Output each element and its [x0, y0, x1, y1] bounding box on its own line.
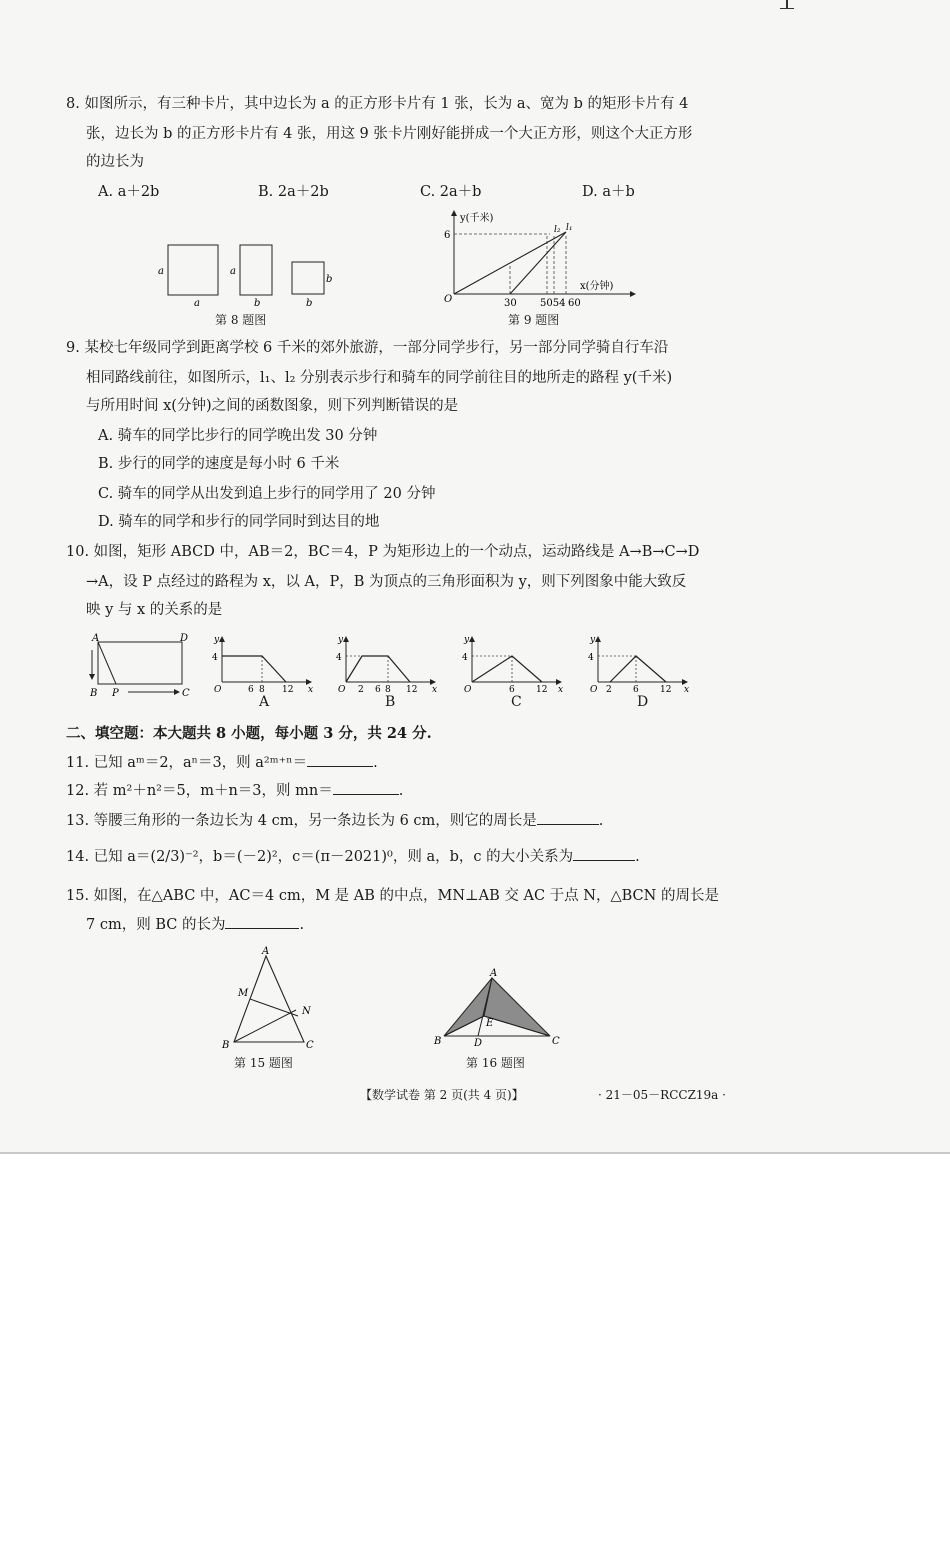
- y-tick: 6: [444, 230, 451, 241]
- x-tick: 6: [509, 685, 515, 694]
- q12-stem: 12. 若 m²＋n²＝5，m＋n＝3，则 mn＝: [66, 783, 333, 799]
- y-axis-label: y(千米): [460, 213, 494, 224]
- y-value: 4: [462, 653, 468, 663]
- y-axis-arrow: [451, 210, 457, 216]
- origin-label: O: [338, 685, 346, 694]
- origin-label: O: [214, 685, 222, 694]
- x-tick: 12: [406, 685, 418, 694]
- vertex-label: B: [90, 688, 98, 699]
- y-axis-arrow: [343, 636, 349, 642]
- q15-figure: [210, 944, 320, 1054]
- section-heading: 二、填空题：本大题共 8 小题，每小题 3 分，共 24 分.: [66, 725, 432, 742]
- graph-line: [222, 656, 286, 682]
- vertex-label: C: [182, 688, 190, 699]
- origin-label: O: [444, 294, 453, 305]
- q8-option-d: D. a＋b: [582, 184, 635, 200]
- q9-graph: [440, 208, 640, 310]
- shaded-triangle-ace: [484, 978, 550, 1036]
- vertex-label: E: [486, 1018, 494, 1029]
- x-tick: 8: [385, 685, 391, 694]
- q8-line1: 8. 如图所示，有三种卡片，其中边长为 a 的正方形卡片有 1 张，长为 a、宽为 b 的矩形卡片有 4: [66, 96, 689, 112]
- q11-answer-blank[interactable]: [307, 752, 373, 767]
- q13-stem: 13. 等腰三角形的一条边长为 4 cm，另一条边长为 6 cm，则它的周长是: [66, 813, 537, 829]
- q9-option-d: D. 骑车的同学和步行的同学同时到达目的地: [98, 514, 380, 530]
- q12-answer-blank[interactable]: [333, 780, 399, 795]
- q16-figure: [430, 966, 570, 1052]
- vertex-label: D: [180, 633, 189, 644]
- q8-label: a: [158, 266, 164, 277]
- segment-mn: [250, 999, 298, 1016]
- origin-label: O: [464, 685, 472, 694]
- q10-graph-d: [584, 632, 692, 694]
- y-axis-arrow: [595, 636, 601, 642]
- q8-rect-ab: [240, 245, 272, 295]
- corner-mark: [780, 0, 794, 9]
- q15-line1: 15. 如图，在△ABC 中，AC＝4 cm，M 是 AB 的中点，MN⊥AB 交 AC 于点 N，△BCN 的周长是: [66, 888, 719, 904]
- vertex-label: M: [238, 988, 249, 999]
- q8-line3: 的边长为: [86, 154, 144, 170]
- q11-stem: 11. 已知 aᵐ＝2，aⁿ＝3，则 a²ᵐ⁺ⁿ＝: [66, 755, 308, 771]
- line-l1: [454, 232, 566, 294]
- q11-text: 11. 已知 aᵐ＝2，aⁿ＝3，则 a²ᵐ⁺ⁿ＝ .: [66, 752, 378, 773]
- x-axis-arrow: [630, 291, 636, 297]
- q12-text: 12. 若 m²＋n²＝5，m＋n＝3，则 mn＝ .: [66, 780, 403, 801]
- q9-line1: 9. 某校七年级同学到距离学校 6 千米的郊外旅游，一部分同学步行，另一部分同学骑自行车沿: [66, 340, 669, 356]
- x-axis-label: x(分钟): [580, 281, 614, 292]
- q16-caption: 第 16 题图: [466, 1056, 525, 1070]
- q10-graph-c: [458, 632, 566, 694]
- q10-line3: 映 y 与 x 的关系的是: [86, 602, 223, 618]
- graph-line: [346, 656, 410, 682]
- vertex-label: A: [490, 968, 498, 979]
- q9-option-b: B. 步行的同学的速度是每小时 6 千米: [98, 456, 340, 472]
- q10-graph-label: D: [637, 694, 649, 710]
- x-label: x: [308, 685, 314, 694]
- y-value: 4: [336, 653, 342, 663]
- q9-option-a: A. 骑车的同学比步行的同学晚出发 30 分钟: [98, 428, 378, 444]
- vertex-label: D: [474, 1038, 483, 1049]
- q10-graph-a: [208, 632, 316, 694]
- vertex-label: C: [306, 1040, 314, 1051]
- q10-rectangle-figure: [84, 632, 199, 702]
- x-tick: 2: [358, 685, 364, 694]
- x-label: x: [684, 685, 690, 694]
- x-tick: 12: [536, 685, 548, 694]
- x-tick: 2: [606, 685, 612, 694]
- vertex-label: B: [222, 1040, 230, 1051]
- q8-label: a: [230, 266, 236, 277]
- vertex-label: N: [302, 1006, 311, 1017]
- q13-answer-blank[interactable]: [537, 810, 599, 825]
- line-l2: [510, 232, 566, 294]
- q10-graph-label: C: [511, 694, 522, 710]
- q10-graph-b: [332, 632, 440, 694]
- q8-label: a: [194, 298, 200, 309]
- q8-square-a: [168, 245, 218, 295]
- footer-code: · 21－05－RCCZ19a ·: [598, 1088, 726, 1102]
- vertex-label: A: [92, 633, 100, 644]
- q14-answer-blank[interactable]: [573, 846, 635, 861]
- q10-graph-label: B: [385, 694, 396, 710]
- y-label: y: [464, 635, 470, 645]
- rect-abcd: [98, 642, 182, 684]
- x-tick: 12: [660, 685, 672, 694]
- q8-option-b: B. 2a＋2b: [258, 184, 329, 200]
- y-label: y: [338, 635, 344, 645]
- y-label: y: [214, 635, 220, 645]
- graph-line: [610, 656, 666, 682]
- q10-graph-label: A: [259, 694, 270, 710]
- q9-line2: 相同路线前往，如图所示，l₁、l₂ 分别表示步行和骑车的同学前往目的地所走的路程 y(千米): [86, 370, 673, 386]
- x-tick: 8: [259, 685, 265, 694]
- y-value: 4: [212, 653, 218, 663]
- q8-figure: [150, 238, 350, 313]
- q14-text: 14. 已知 a＝(2/3)⁻²，b＝(－2)²，c＝(π－2021)⁰，则 a，b，c 的大小关系为 .: [66, 846, 640, 867]
- motion-arrow-head: [89, 674, 95, 680]
- q14-stem: 14. 已知 a＝(2/3)⁻²，b＝(－2)²，c＝(π－2021)⁰，则 a，b，c 的大小关系为: [66, 849, 574, 865]
- q10-line1: 10. 如图，矩形 ABCD 中，AB＝2，BC＝4，P 为矩形边上的一个动点，运动路线是 A→B→C→D: [66, 544, 700, 560]
- vertex-label: B: [434, 1036, 442, 1047]
- q8-caption: 第 8 题图: [215, 313, 267, 327]
- q10-line2: →A，设 P 点经过的路程为 x，以 A，P，B 为顶点的三角形面积为 y，则下列图象中能大致反: [86, 574, 687, 590]
- origin-label: O: [590, 685, 598, 694]
- vertex-label: C: [552, 1036, 560, 1047]
- x-tick: 5054: [540, 298, 566, 309]
- q8-label: b: [326, 274, 333, 285]
- x-tick: 30: [504, 298, 517, 309]
- x-tick: 6: [375, 685, 381, 694]
- graph-line: [472, 656, 542, 682]
- vertex-label: A: [262, 946, 270, 957]
- x-label: x: [432, 685, 438, 694]
- motion-arrow-head: [174, 689, 180, 695]
- y-axis-arrow: [469, 636, 475, 642]
- segment-ap: [98, 642, 116, 684]
- q9-option-c: C. 骑车的同学从出发到追上步行的同学用了 20 分钟: [98, 486, 436, 502]
- x-tick: 60: [568, 298, 581, 309]
- q15-caption: 第 15 题图: [234, 1056, 293, 1070]
- q8-label: b: [254, 298, 261, 309]
- line-label: l₂: [554, 225, 561, 235]
- q13-text: 13. 等腰三角形的一条边长为 4 cm，另一条边长为 6 cm，则它的周长是 .: [66, 810, 603, 831]
- vertex-label: P: [112, 688, 119, 699]
- x-tick: 6: [633, 685, 639, 694]
- y-value: 4: [588, 653, 594, 663]
- triangle-abc: [234, 956, 304, 1042]
- q15-line2-wrap: 7 cm，则 BC 的长为 .: [86, 914, 304, 935]
- x-label: x: [558, 685, 564, 694]
- footer-page-info: 【数学试卷 第 2 页(共 4 页)】: [360, 1088, 524, 1102]
- segment-bn: [234, 1010, 296, 1042]
- y-axis-arrow: [219, 636, 225, 642]
- x-tick: 6: [248, 685, 254, 694]
- q9-caption: 第 9 题图: [508, 313, 560, 327]
- q15-line2: 7 cm，则 BC 的长为: [86, 917, 226, 933]
- q8-label: b: [306, 298, 313, 309]
- line-label: l₁: [566, 223, 573, 233]
- q15-answer-blank[interactable]: [225, 914, 299, 929]
- q8-square-b: [292, 262, 324, 294]
- q8-option-c: C. 2a＋b: [420, 184, 482, 200]
- q9-line3: 与所用时间 x(分钟)之间的函数图象，则下列判断错误的是: [86, 398, 459, 414]
- x-tick: 12: [282, 685, 294, 694]
- q8-option-a: A. a＋2b: [98, 184, 160, 200]
- q8-line2: 张，边长为 b 的正方形卡片有 4 张，用这 9 张卡片刚好能拼成一个大正方形，则这个大正方形: [86, 126, 693, 142]
- y-label: y: [590, 635, 596, 645]
